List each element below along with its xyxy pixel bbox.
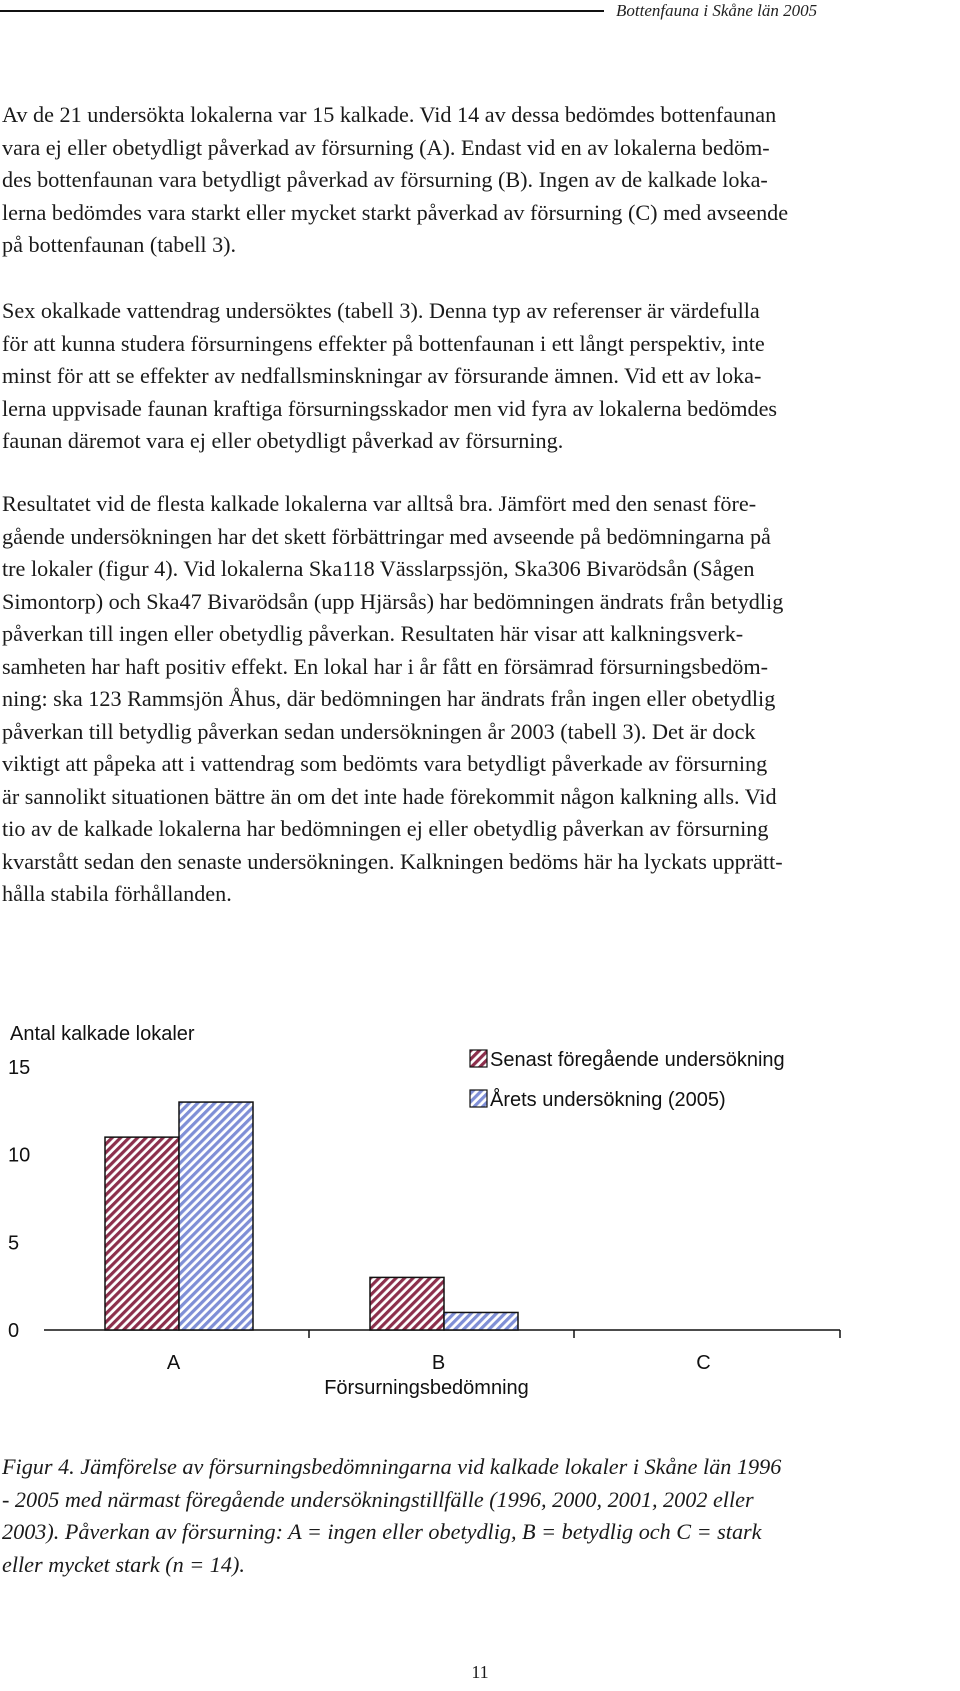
text-line: hålla stabila förhållanden. [2,881,232,906]
x-tick-label: B [431,1352,446,1374]
text-line: des bottenfaunan vara betydligt påverkad av försurning (B). Ingen av de kalkade loka- [2,167,768,192]
bar-current-A [179,1102,253,1330]
text-line: lerna uppvisade faunan kraftiga försurningsskador men vid fyra av lokalerna bedömdes [2,395,778,421]
text-line: lerna bedömdes vara starkt eller mycket starkt påverkad av försurning (C) med avseende [2,199,789,225]
text-line: påverkan till ingen eller obetydlig påverkan. Resultaten här visar att kalkningsverk- [2,621,744,646]
text-line: kvarstått sedan den senaste undersökningen. Kalkningen bedöms här ha lyckats upprätt- [2,848,783,874]
paragraph-2 [2,295,956,458]
figure-caption [2,1451,952,1581]
header-rule [0,10,604,12]
text-line: gående undersökningen har det skett förbättringar med avseende på bedömningarna på [2,523,771,549]
text-line: minst för att se effekter av nedfallsminskningar av försurande ämnen. Vid ett av loka- [2,363,762,388]
page-number: 11 [471,1662,489,1682]
text-line: faunan däremot vara ej eller obetydligt påverkad av försurning. [2,428,564,453]
running-title: Bottenfauna i Skåne län 2005 [616,1,818,20]
legend-swatch [470,1090,487,1107]
y-tick-label: 15 [8,1057,31,1079]
text-line: tre lokaler (figur 4). Vid lokalerna Ska118 Vässlarpssjön, Ska306 Bivarödsån (Sågen [2,556,755,581]
y-tick-label: 5 [8,1232,20,1255]
legend-swatch [470,1050,487,1067]
y-tick-label: 10 [8,1144,31,1167]
text-line: är sannolikt situationen bättre än om det inte hade förekommit någon kalkning alls. Vid [2,783,777,809]
text-line: vara ej eller obetydligt påverkad av försurning (A). Endast vid en av lokalerna bedöm- [2,134,770,160]
caption-line: 2003). Påverkan av försurning: A = ingen eller obetydlig, B = betydlig och C = stark [2,1519,762,1544]
caption-line: eller mycket stark (n = 14). [2,1551,245,1577]
text-line: Resultatet vid de flesta kalkade lokalerna var alltså bra. Jämfört med den senast före- [2,491,757,516]
text-line: på bottenfaunan (tabell 3). [2,232,237,257]
x-tick-label: C [696,1352,711,1374]
y-axis-label: Antal kalkade lokaler [10,1023,195,1045]
caption-line: - 2005 med närmast föregående undersökningstillfälle (1996, 2000, 2001, 2002 eller [2,1486,754,1512]
legend-label: Senast föregående undersökning [490,1049,785,1071]
text-line: Sex okalkade vattendrag undersöktes (tabell 3). Denna typ av referenser är värdefulla [2,298,760,323]
text-line: Simontorp) och Ska47 Bivarödsån (upp Hjärsås) har bedömningen ändrats från betydlig [2,588,784,614]
x-axis-label: Försurningsbedömning [324,1377,529,1399]
bar-current-B [444,1312,518,1330]
bar-chart [0,1010,960,1420]
text-line: ning: ska 123 Rammsjön Åhus, där bedömningen har ändrats från ingen eller obetydlig [2,686,776,711]
page-header [0,0,960,30]
paragraph-3 [2,488,956,911]
text-line: påverkan till betydlig påverkan sedan undersökningen år 2003 (tabell 3). Det är dock [2,718,756,744]
text-line: Av de 21 undersökta lokalerna var 15 kalkade. Vid 14 av dessa bedömdes bottenfaunan [2,102,777,127]
text-line: för att kunna studera försurningens effekter på bottenfaunan i ett långt perspektiv, inte [2,330,765,356]
x-tick-label: A [166,1352,181,1374]
y-tick-label: 0 [8,1320,20,1342]
bar-previous-A [105,1137,179,1330]
caption-line: Figur 4. Jämförelse av försurningsbedömningarna vid kalkade lokaler i Skåne län 1996 [2,1454,782,1479]
paragraph-1 [2,99,956,262]
bar-previous-B [370,1277,444,1330]
legend-label: Årets undersökning (2005) [490,1089,726,1111]
text-line: viktigt att påpeka att i vattendrag som bedömts vara betydligt påverkade av försurning [2,751,768,776]
text-line: tio av de kalkade lokalerna har bedömningen ej eller obetydlig påverkan av försurning [2,816,769,841]
text-line: samheten har haft positiv effekt. En lokal har i år fått en försämrad försurningsbedöm- [2,653,769,679]
